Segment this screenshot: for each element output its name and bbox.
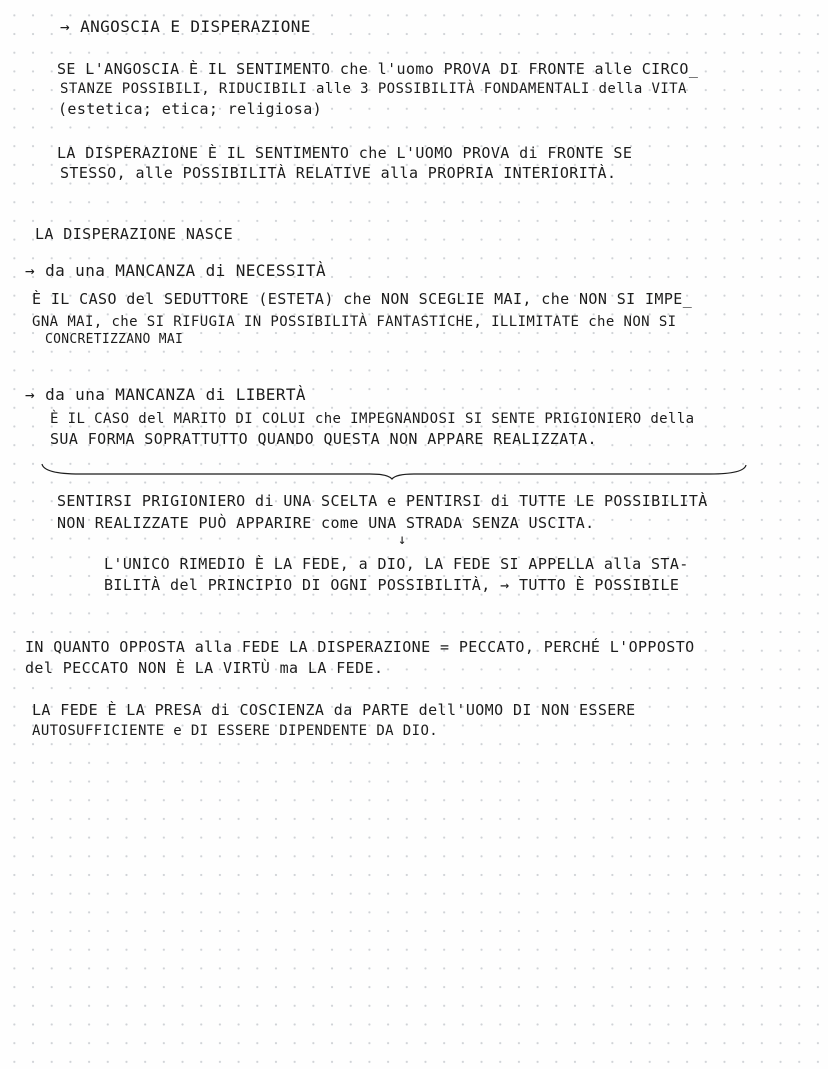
fede-line-1: LA FEDE È LA PRESA di COSCIENZA da PARTE dell'UOMO DI NON ESSERE bbox=[32, 701, 636, 719]
sentirsi-line-1: SENTIRSI PRIGIONIERO di UNA SCELTA e PENTIRSI di TUTTE LE POSSIBILITÀ bbox=[57, 492, 708, 510]
necessita-line-3: CONCRETIZZANO MAI bbox=[45, 332, 184, 347]
rimedio-line-1: L'UNICO RIMEDIO È LA FEDE, a DIO, LA FEDE SI APPELLA alla STA- bbox=[104, 555, 689, 573]
disperazione-def-line-2: STESSO, alle POSSIBILITÀ RELATIVE alla PROPRIA INTERIORITÀ. bbox=[60, 164, 617, 182]
necessita-line-2: GNA MAI, che SI RIFUGIA IN POSSIBILITÀ FANTASTICHE, ILLIMITATE che NON SI bbox=[32, 314, 677, 330]
peccato-line-2: del PECCATO NON È LA VIRTÙ ma LA FEDE. bbox=[25, 659, 384, 677]
angoscia-line-3: (estetica; etica; religiosa) bbox=[58, 100, 323, 118]
disperazione-def-line-1: LA DISPERAZIONE È IL SENTIMENTO che L'UOMO PROVA di FRONTE SE bbox=[57, 144, 633, 162]
curly-brace-divider bbox=[40, 462, 748, 480]
necessita-title: → da una MANCANZA di NECESSITÀ bbox=[25, 261, 326, 280]
angoscia-line-2: STANZE POSSIBILI, RIDUCIBILI alle 3 POSSIBILITÀ FONDAMENTALI della VITA bbox=[60, 81, 687, 97]
necessita-line-1: È IL CASO del SEDUTTORE (ESTETA) che NON SCEGLIE MAI, che NON SI IMPE_ bbox=[32, 290, 693, 308]
liberta-line-1: È IL CASO del MARITO DI COLUI che IMPEGNANDOSI SI SENTE PRIGIONIERO della bbox=[50, 411, 695, 427]
heading: → ANGOSCIA E DISPERAZIONE bbox=[60, 17, 311, 36]
liberta-title: → da una MANCANZA di LIBERTÀ bbox=[25, 385, 306, 404]
angoscia-line-1: SE L'ANGOSCIA È IL SENTIMENTO che l'uomo PROVA DI FRONTE alle CIRCO_ bbox=[57, 60, 699, 78]
peccato-line-1: IN QUANTO OPPOSTA alla FEDE LA DISPERAZIONE = PECCATO, PERCHÉ L'OPPOSTO bbox=[25, 638, 695, 656]
down-arrow: ↓ bbox=[398, 532, 407, 548]
fede-line-2: AUTOSUFFICIENTE e DI ESSERE DIPENDENTE DA DIO. bbox=[32, 723, 439, 739]
liberta-line-2: SUA FORMA SOPRATTUTTO QUANDO QUESTA NON APPARE REALIZZATA. bbox=[50, 430, 597, 448]
nasce-heading: LA DISPERAZIONE NASCE bbox=[35, 225, 234, 243]
rimedio-line-2: BILITÀ del PRINCIPIO DI OGNI POSSIBILITÀ, → TUTTO È POSSIBILE bbox=[104, 576, 680, 594]
sentirsi-line-2: NON REALIZZATE PUÒ APPARIRE come UNA STRADA SENZA USCITA. bbox=[57, 514, 595, 532]
